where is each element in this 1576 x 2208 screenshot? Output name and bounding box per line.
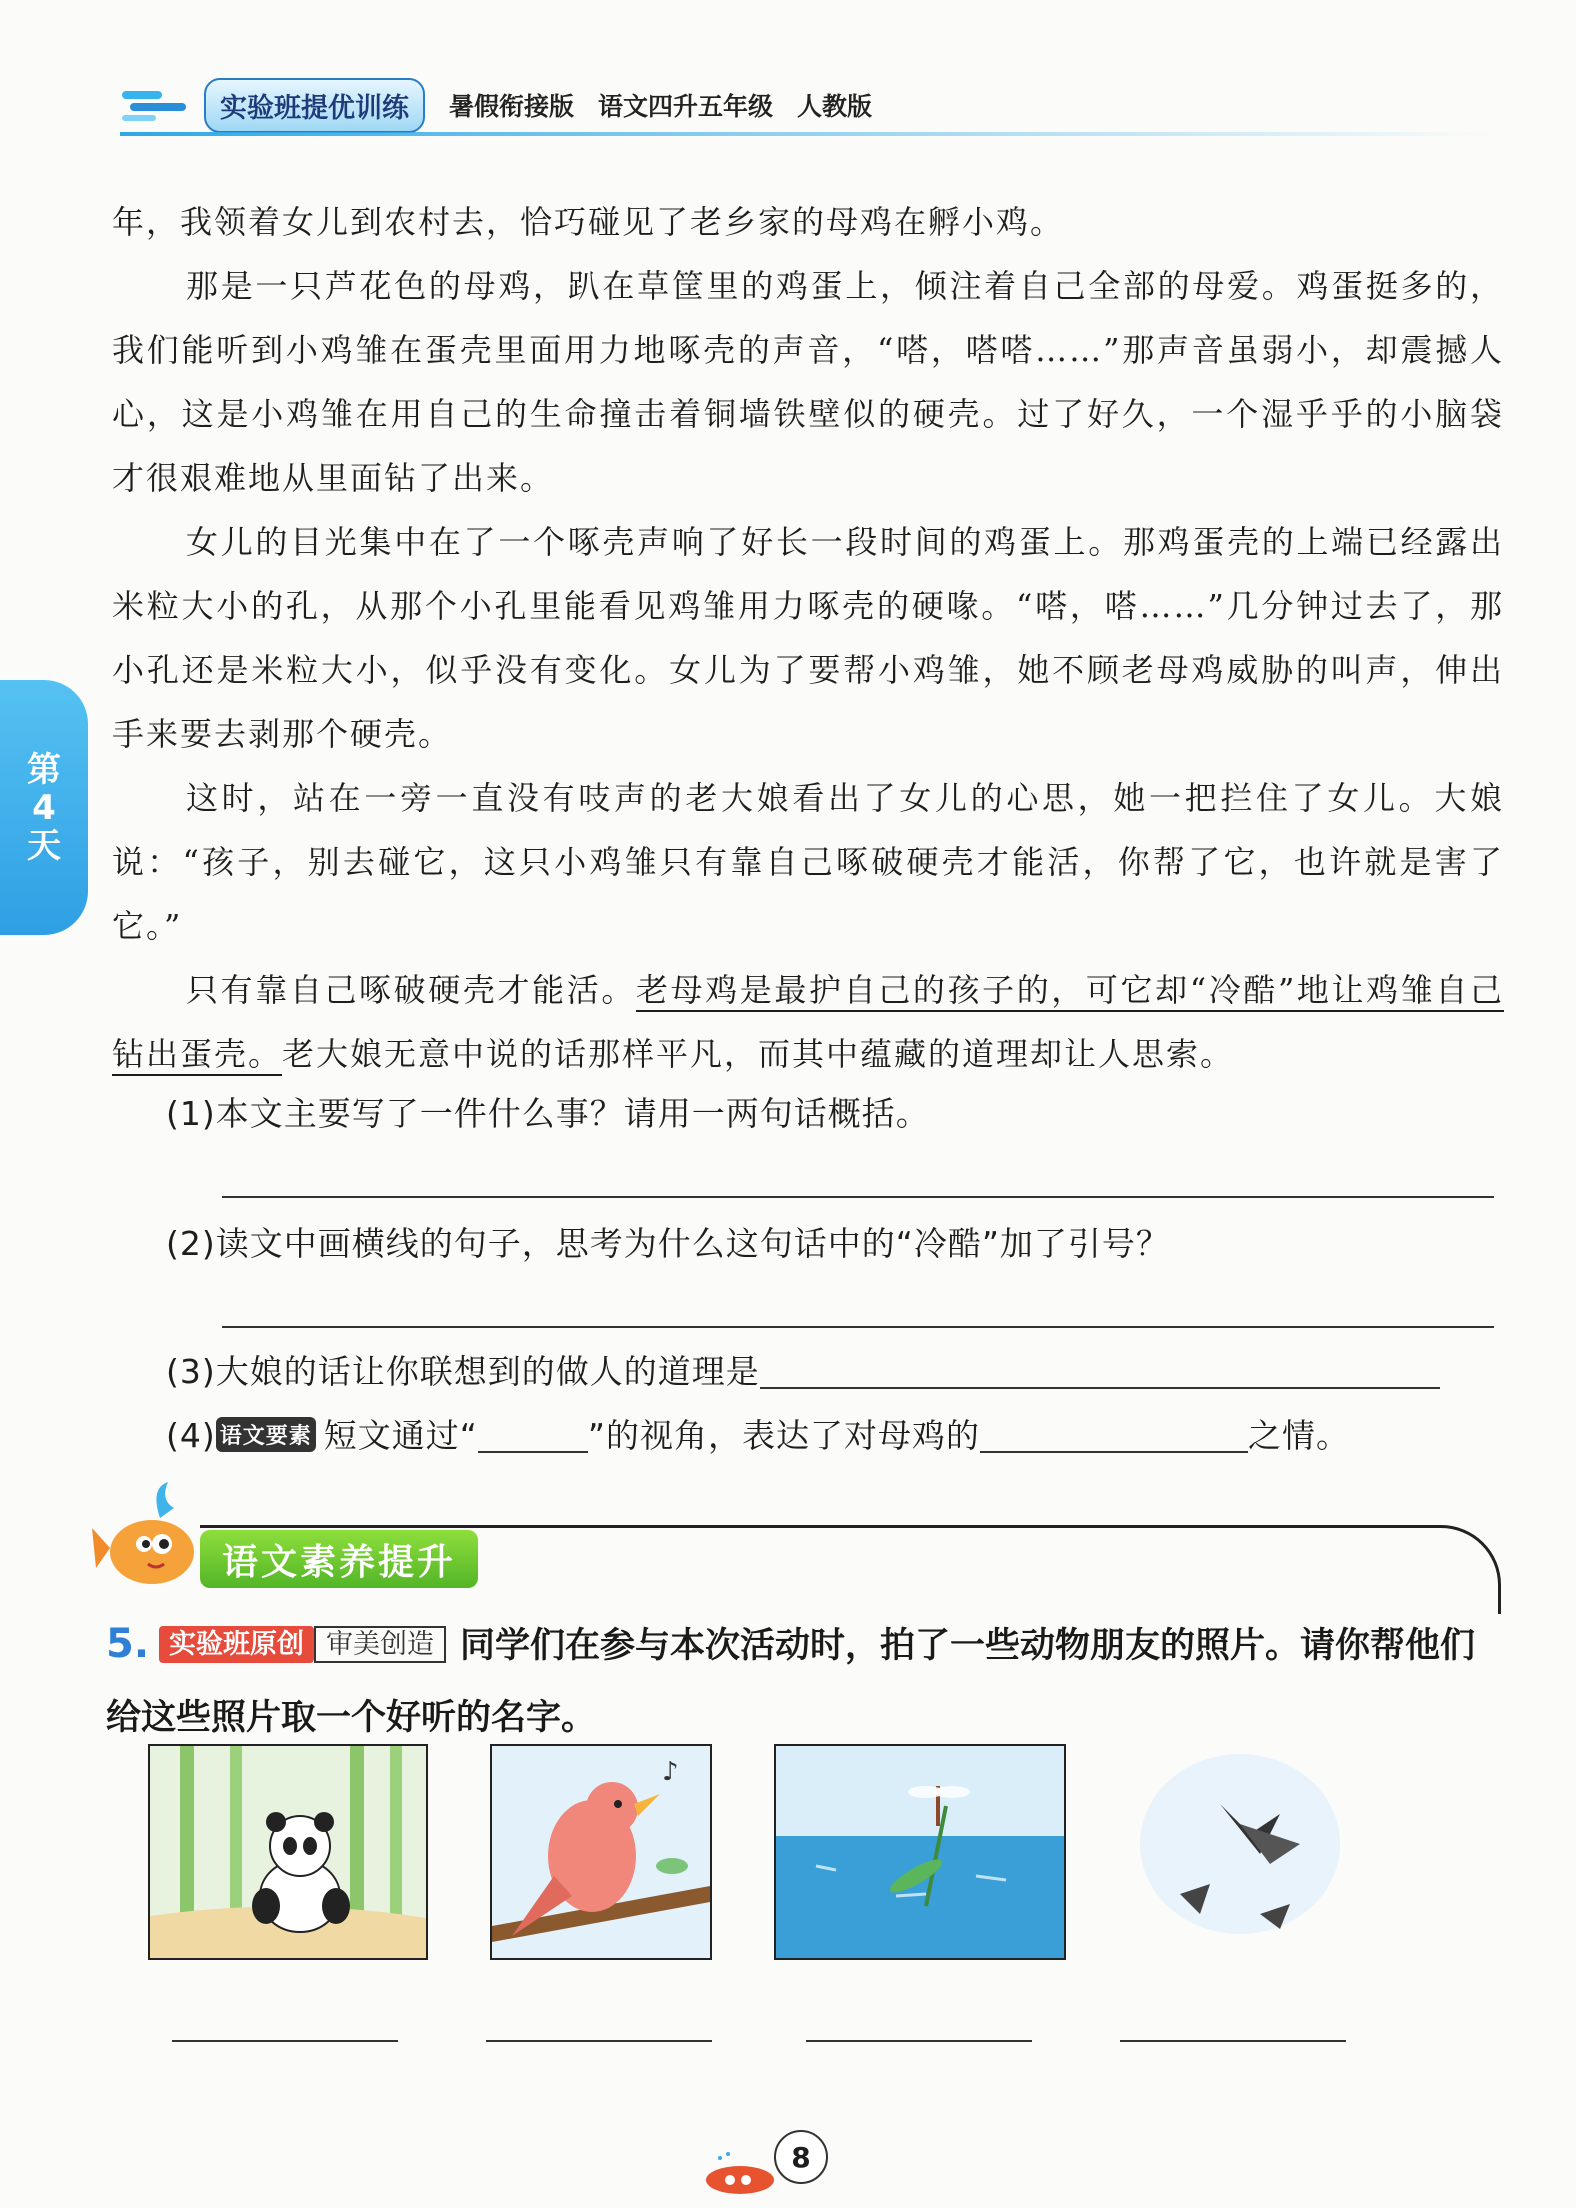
subject-label: 语文四升五年级 — [598, 92, 774, 121]
page-number: 8 — [774, 2130, 828, 2184]
birds-picture — [1130, 1744, 1350, 1956]
paragraph-3: 女儿的目光集中在了一个啄壳声响了好长一段时间的鸡蛋上。那鸡蛋壳的上端已经露出米粒大小的孔，从那个小孔里能看见鸡雏用力啄壳的硬喙。“嗒，嗒……”几分钟过去了，那小孔还是米粒大小，似乎没有变化。女儿为了要帮小鸡雏，她不顾老母鸡威胁的叫声，伸出手来要去剥那个硬壳。 — [112, 523, 1504, 753]
header-divider — [120, 132, 1490, 136]
day-tab — [0, 680, 88, 935]
question-2: (2)读文中画横线的句子，思考为什么这句话中的“冷酷”加了引号？ — [166, 1224, 1170, 1263]
section-title: 语文素养提升 — [200, 1530, 478, 1588]
bird-picture — [490, 1744, 712, 1960]
name-blank-2[interactable] — [486, 2040, 712, 2042]
question-4 — [166, 1410, 1350, 1457]
question-4-text-b: ”的视角，表达了对母鸡的 — [587, 1416, 980, 1455]
flying-birds-icon — [1130, 1744, 1350, 1956]
day-tab-suffix: 天 — [27, 825, 61, 866]
panda-bamboo-icon — [150, 1746, 426, 1958]
question-1: (1)本文主要写了一件什么事？请用一两句话概括。 — [166, 1094, 930, 1133]
day-tab-number: 4 — [32, 787, 56, 828]
publisher-label: 人教版 — [797, 92, 873, 121]
question-4-number: (4) — [166, 1416, 216, 1455]
day-tab-prefix: 第 — [27, 749, 61, 790]
brand-title: 实验班提优训练 — [204, 78, 425, 133]
question-4-text-c: 之情。 — [1247, 1416, 1350, 1455]
p5-lead: 只有靠自己啄破硬壳才能活。 — [186, 971, 636, 1009]
answer-blank-4b[interactable] — [980, 1417, 1248, 1453]
underlined-sentence: 老母鸡是最护自己的孩子的，可它却“冷酷”地让鸡雏自己钻出蛋壳。 — [112, 971, 1504, 1073]
book-logo-icon — [120, 85, 190, 125]
name-blank-1[interactable] — [172, 2040, 398, 2042]
name-blank-4[interactable] — [1120, 2040, 1346, 2042]
answer-blank-4a[interactable] — [478, 1417, 588, 1453]
book-header — [120, 80, 872, 130]
answer-blank-3[interactable] — [760, 1353, 1440, 1389]
paragraph-4: 这时，站在一旁一直没有吱声的老大娘看出了女儿的心思，她一把拦住了女儿。大娘说：“孩子，别去碰它，这只小鸡雏只有靠自己啄破硬壳才能活，你帮了它，也许就是害了它。” — [112, 779, 1504, 945]
dragonfly-pond-icon — [776, 1746, 1064, 1958]
key-element-tag-icon: 语文要素 — [216, 1417, 316, 1452]
paragraph-1: 年，我领着女儿到农村去，恰巧碰见了老乡家的母鸡在孵小鸡。 — [112, 203, 1065, 241]
question-5-text: 同学们在参与本次活动时，拍了一些动物朋友的照片。请你帮他们给这些照片取一个好听的名字。 — [106, 1626, 1476, 1738]
reading-passage — [112, 190, 1504, 1086]
edition-label: 暑假衔接版 — [449, 92, 575, 121]
dragonfly-picture — [774, 1744, 1066, 1960]
name-blank-3[interactable] — [806, 2040, 1032, 2042]
question-5 — [106, 1608, 1506, 1754]
singing-bird-icon — [492, 1746, 710, 1958]
answer-line-2[interactable] — [222, 1326, 1494, 1328]
paragraph-2: 那是一只芦花色的母鸡，趴在草筐里的鸡蛋上，倾注着自己全部的母爱。鸡蛋挺多的，我们能听到小鸡雏在蛋壳里面用力地啄壳的声音，“嗒，嗒嗒……”那声音虽弱小，却震撼人心，这是小鸡雏在用自己的生命撞击着铜墙铁壁似的硬壳。过了好久，一个湿乎乎的小脑袋才很艰难地从里面钻了出来。 — [112, 267, 1504, 497]
paragraph-5 — [112, 958, 1504, 1086]
aesthetic-tag: 审美创造 — [314, 1626, 446, 1663]
answer-line-1[interactable] — [222, 1196, 1494, 1198]
svg-text:♪: ♪ — [662, 1757, 679, 1787]
question-3 — [166, 1346, 1440, 1393]
original-tag: 实验班原创 — [159, 1626, 314, 1663]
panda-picture — [148, 1744, 428, 1960]
question-3-text: (3)大娘的话让你联想到的做人的道理是 — [166, 1352, 760, 1391]
question-5-number: 5. — [106, 1621, 150, 1667]
p5-tail: 老大娘无意中说的话那样平凡，而其中蕴藏的道理却让人思索。 — [282, 1035, 1235, 1073]
question-4-text-a: 短文通过“ — [323, 1416, 478, 1455]
